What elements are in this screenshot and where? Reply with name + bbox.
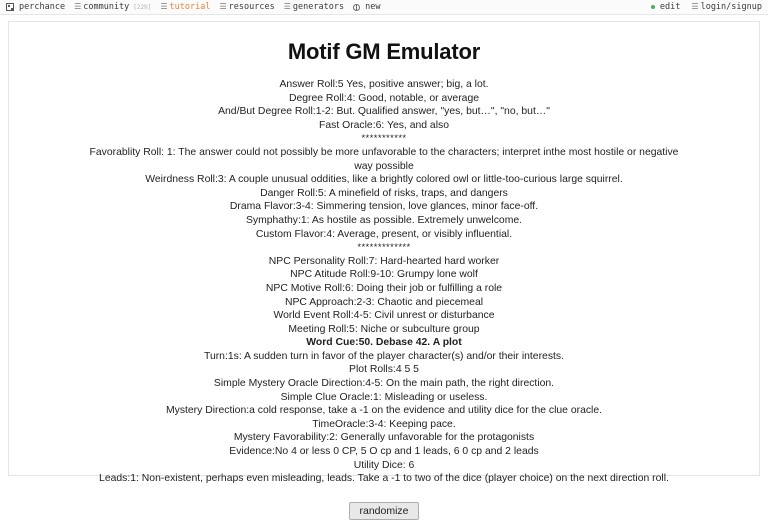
nav-resources[interactable] bbox=[219, 2, 274, 12]
output-line: NPC Atitude Roll:9-10: Grumpy lone wolf bbox=[290, 269, 478, 281]
nav-perchance[interactable] bbox=[6, 2, 65, 12]
generator-panel bbox=[8, 21, 760, 517]
green-dot-icon bbox=[651, 5, 655, 9]
nav-community[interactable] bbox=[74, 2, 151, 12]
output-line: Degree Roll:4: Good, notable, or average bbox=[288, 92, 480, 104]
randomize-button[interactable]: randomize bbox=[349, 502, 418, 520]
output-line: Simple Mystery Oracle Direction:4-5: On the main path, the right direction. bbox=[213, 378, 555, 390]
output-line: And/But Degree Roll:1-2: But. Qualified answer, "yes, but…", "no, but…" bbox=[218, 106, 550, 118]
nav-generators-label: generators bbox=[292, 2, 345, 12]
globe-icon bbox=[353, 4, 360, 11]
output-line: Drama Flavor:3-4: Simmering tension, love glances, minor face-off. bbox=[229, 201, 539, 213]
output-line: TimeOracle:3-4: Keeping pace. bbox=[312, 418, 456, 430]
output-line: World Event Roll:4-5: Civil unrest or disturbance bbox=[273, 310, 495, 322]
output-line: Fast Oracle:6: Yes, and also bbox=[319, 119, 449, 131]
generator-output bbox=[9, 78, 759, 486]
book-icon: ☰ bbox=[74, 2, 82, 11]
output-line: Answer Roll:5 Yes, positive answer; big, a lot. bbox=[279, 79, 489, 90]
output-line: Evidence:No 4 or less 0 CP, 5 O cp and 1 leads, 6 0 cp and 2 leads bbox=[229, 446, 539, 458]
perchance-logo-icon bbox=[6, 3, 14, 11]
output-line: Utility Dice: 6 bbox=[353, 459, 415, 471]
nav-edit-label: edit bbox=[659, 2, 681, 12]
output-line: NPC Personality Roll:7: Hard-hearted hard worker bbox=[268, 255, 500, 267]
output-line: Symphathy:1: As hostile as possible. Extremely unwelcome. bbox=[245, 214, 523, 226]
nav-resources-label: resources bbox=[228, 2, 275, 12]
book-icon: ☰ bbox=[160, 2, 168, 11]
nav-login-signup[interactable] bbox=[691, 2, 762, 12]
output-line: Custom Flavor:4: Average, present, or visibly influential. bbox=[255, 228, 513, 240]
output-line: NPC Motive Roll:6: Doing their job or fulfilling a role bbox=[265, 282, 503, 294]
output-line: Favorablity Roll: 1: The answer could not possibly be more unfavorable to the characters; interpret inthe most hostile or negative way possible bbox=[89, 146, 679, 172]
output-separator: ************* bbox=[357, 242, 411, 254]
nav-new-label: new bbox=[365, 2, 381, 12]
page-title: Motif GM Emulator bbox=[287, 39, 481, 64]
output-line: Weirdness Roll:3: A couple unusual oddities, like a brightly colored owl or little-too-curious large squirrel. bbox=[145, 174, 623, 186]
nav-tutorial-label: tutorial bbox=[169, 2, 211, 12]
output-line: Mystery Direction:a cold response, take a -1 on the evidence and utility dice for the clue oracle. bbox=[165, 405, 603, 417]
nav-login-signup-label: login/signup bbox=[700, 2, 762, 12]
book-icon: ☰ bbox=[219, 2, 227, 11]
button-row bbox=[9, 501, 759, 520]
output-line: Simple Clue Oracle:1: Misleading or useless. bbox=[280, 391, 488, 403]
output-line: Danger Roll:5: A minefield of risks, traps, and dangers bbox=[260, 187, 508, 199]
nav-perchance-label: perchance bbox=[19, 2, 66, 12]
nav-right-group bbox=[640, 2, 762, 12]
nav-community-label: community bbox=[83, 2, 130, 12]
output-line: NPC Approach:2-3: Chaotic and piecemeal bbox=[284, 296, 484, 308]
nav-left-group bbox=[6, 2, 380, 12]
top-navigation-bar bbox=[0, 0, 768, 15]
output-line: Plot Rolls:4 5 5 bbox=[349, 364, 419, 376]
output-line: Leads:1: Non-existent, perhaps even misleading, leads. Take a -1 to two of the dice (player choice) on the next direction roll. bbox=[99, 473, 669, 485]
nav-edit[interactable] bbox=[651, 2, 680, 12]
output-line: Mystery Favorability:2: Generally unfavorable for the protagonists bbox=[233, 432, 535, 444]
output-line: Word Cue:50. Debase 42. A plot bbox=[306, 337, 462, 349]
output-separator: *********** bbox=[361, 133, 407, 145]
output-line: Meeting Roll:5: Niche or subculture group bbox=[288, 323, 480, 335]
book-icon: ☰ bbox=[283, 2, 291, 11]
nav-new[interactable] bbox=[353, 2, 380, 12]
book-icon: ☰ bbox=[691, 2, 699, 11]
nav-tutorial[interactable] bbox=[160, 2, 210, 12]
nav-generators[interactable] bbox=[284, 2, 344, 12]
output-line: Turn:1s: A sudden turn in favor of the player character(s) and/or their interests. bbox=[203, 350, 564, 362]
nav-community-badge: [22h] bbox=[133, 3, 152, 11]
